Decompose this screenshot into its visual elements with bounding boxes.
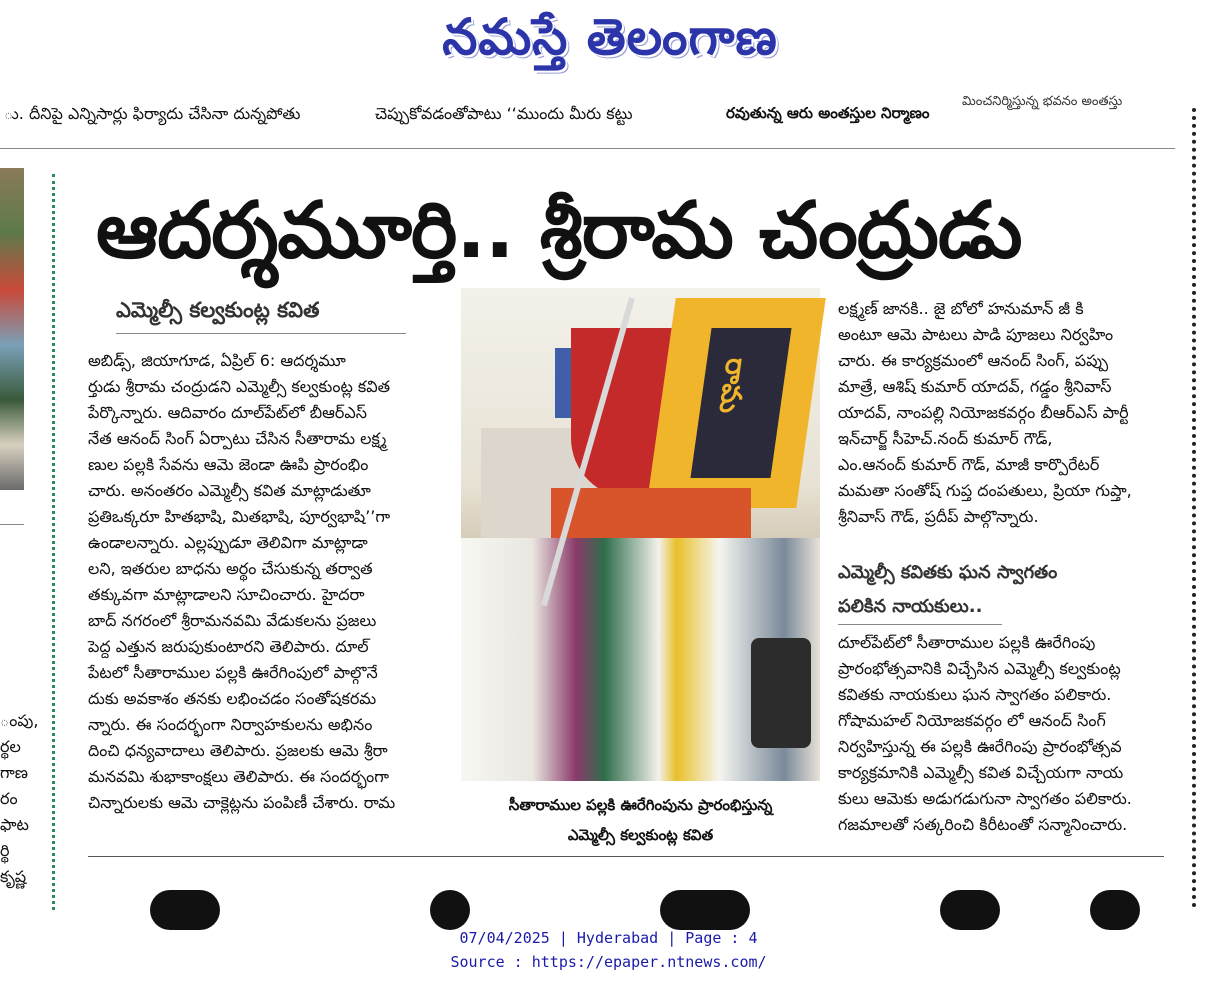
text-line: పేర్కొన్నారు. ఆదివారం దూల్‌పేట్‌లో బీఆర్‌ఎస్ [88,403,367,422]
text-line: చిన్నారులకు ఆమె చాక్లెట్లను పంపిణీ చేశారు. రామ [88,793,396,812]
text-line: కవితకు నాయకులు ఘన స్వాగతం పలికారు. [838,685,1112,704]
text-line: చారు. అనంతరం ఎమ్మెల్సీ కవిత మాట్లాడుతూ [88,481,371,500]
text-line: గోషామహల్ నియోజకవర్గం లో ఆనంద్ సింగ్ [838,711,1106,730]
article-byline: ఎమ్మెల్సీ కల్వకుంట్ల కవిత [116,298,406,334]
article-photo [461,288,820,781]
adjacent-article-photo [0,168,24,490]
text-line: పెద్ద ఎత్తున జరుపుకుంటారని తెలిపారు. దూల్ [88,637,369,656]
text-line: మమతా సంతోష్ గుప్త దంపతులు, ప్రియా గుప్తా, [838,481,1132,500]
page-footer [0,926,1217,974]
text-line: ంపు, [0,711,39,730]
text-line: అంటూ ఆమె పాటలు పాడి పూజలు నిర్వహిం [838,325,1114,344]
glyph-fragment [430,890,470,930]
text-line: యాదవ్, నాంపల్లి నియోజకవర్గం బీఆర్‌ఎస్ పార్టీ [838,403,1129,422]
glyph-fragment [150,890,220,930]
ticker-item: మించనిర్మిస్తున్న భవనం అంతస్తు [962,94,1123,109]
subheading-line: ఎమ్మెల్సీ కవితకు ఘన స్వాగతం [838,562,1058,583]
text-line: గాణ [0,763,28,782]
text-line: లని, ఇతరుల బాధను అర్థం చేసుకున్న తర్వాత [88,559,373,578]
text-line: చారు. ఈ కార్యక్రమంలో ఆనంద్ సింగ్, పప్పు [838,351,1109,370]
text-line: ప్రారంభోత్సవానికి విచ్చేసిన ఎమ్మెల్సీ కల్వకుంట్ల [838,659,1121,678]
caption-line: ఎమ్మెల్సీ కల్వకుంట్ల కవిత [567,826,714,844]
ticker-item: రవుతున్న ఆరు అంతస్తుల నిర్మాణం [726,104,930,122]
text-line: శ్రీనివాస్ గౌడ్, ప్రదీప్ పాల్గొన్నారు. [838,507,1039,526]
caption-line: సీతారాముల పల్లకి ఊరేగింపును ప్రారంభిస్తున్న [508,796,773,814]
newspaper-logo: నమస్తే తెలంగాణ [442,7,778,66]
adjacent-article-text [0,708,39,890]
text-line: కార్యక్రమానికి ఎమ్మెల్సీ కవిత విచ్చేయగా నాయ [838,763,1124,782]
text-line: ఫాట [0,815,29,834]
ticker-item: ు. దీనిపై ఎన్నిసార్లు ఫిర్యాదు చేసినా దున్నపోతు [4,104,301,123]
left-column-separator [52,174,55,910]
text-line: బాద్ నగరంలో శ్రీరామనవమి వేడుకలను ప్రజలు [88,611,377,630]
edition-info: 07/04/2025 | Hyderabad | Page : 4 [459,929,758,947]
text-line: ణుల పల్లకి సేవను ఆమె జెండా ఊపి ప్రారంభిం [88,455,369,474]
masthead [0,0,1217,86]
article-body-right-lower [838,630,1178,838]
text-line: ర్తుడు శ్రీరామ చంద్రుడని ఎమ్మెల్సీ కల్వకుంట్ల కవిత [88,377,391,396]
article-headline: ఆదర్శమూర్తి.. శ్రీరామ చంద్రుడు [96,186,1022,276]
text-line: నేత ఆనంద్ సింగ్ ఏర్పాటు చేసిన సీతారామ లక్ష్మ [88,429,387,448]
photo-phone [751,638,811,748]
text-line: లక్ష్మణ్ జానకి.. జై బోలో హనుమాన్ జీ కి [838,299,1084,318]
article-body-right [838,296,1178,530]
glyph-fragment [660,890,750,930]
text-line: ర్థి [0,841,10,860]
text-line: ప్రతిఒక్కరూ హితభాషి, మితభాషి, పూర్వభాషి’’గా [88,507,391,526]
text-line: కులు ఆమెకు అడుగడుగునా స్వాగతం పలికారు. [838,789,1132,808]
text-line: దించి ధన్యవాదాలు తెలిపారు. ప్రజలకు ఆమె శ్రీరా [88,741,388,760]
text-line: పేటలో సీతారాముల పల్లకి ఊరేగింపులో పాల్గొనే [88,663,378,682]
source-link[interactable]: Source : https://epaper.ntnews.com/ [450,953,767,971]
text-line: తక్కువగా మాట్లాడాలని సూచించారు. హైదరా [88,585,365,604]
subheading-line: పలికిన నాయకులు.. [838,590,1002,625]
ticker-item: చెప్పుకోవడంతోపాటు ‘‘ముందు మీరు కట్టు [375,104,633,123]
glyph-fragment [1090,890,1140,930]
glyph-fragment [940,890,1000,930]
text-line: నిర్వహిస్తున్న ఈ పల్లకి ఊరేగింపు ప్రారంభోత్సవ [838,737,1122,756]
text-line: ఇన్‌చార్జ్ సీహెచ్.నంద్ కుమార్ గౌడ్, [838,429,1053,448]
text-line: మనవమి శుభాకాంక్షలు తెలిపారు. ఈ సందర్భంగా [88,767,389,786]
text-line: అబిడ్స్, జియాగూడ, ఏప్రిల్ 6: ఆదర్శమూ [88,351,346,370]
text-line: ఎం.ఆనంద్ కుమార్ గౌడ్, మాజీ కార్పొరేటర్ [838,455,1100,474]
adjacent-divider [0,524,24,525]
text-line: మాత్రే, ఆశిష్ కుమార్ యాదవ్, గడ్డం శ్రీనివాస్ [838,377,1112,396]
text-line: కృష్ణ [0,867,27,886]
top-divider [0,148,1175,149]
text-line: ర్థల [0,737,21,756]
bottom-divider [88,856,1164,857]
text-line: రం [0,789,18,808]
photo-caption [461,790,820,850]
ticker-strip [0,94,1190,134]
right-column-separator [1192,108,1196,908]
next-headline-cropped [140,880,1150,908]
text-line: గజమాలతో సత్కరించి కిరీటంతో సన్మానించారు. [838,815,1128,834]
text-line: దుకు అవకాశం తనకు లభించడం సంతోషకరమ [88,689,377,708]
article-subheading [838,556,1168,625]
text-line: ఉండాలన్నారు. ఎల్లప్పుడూ తెలివిగా మాట్లాడా [88,533,368,552]
article-body-left [88,348,434,816]
text-line: దూల్‌పేట్‌లో సీతారాముల పల్లకి ఊరేగింపు [838,633,1096,652]
text-line: న్నారు. ఈ సందర్భంగా నిర్వాహకులను అభినం [88,715,373,734]
flag-text: రామ [712,358,754,413]
